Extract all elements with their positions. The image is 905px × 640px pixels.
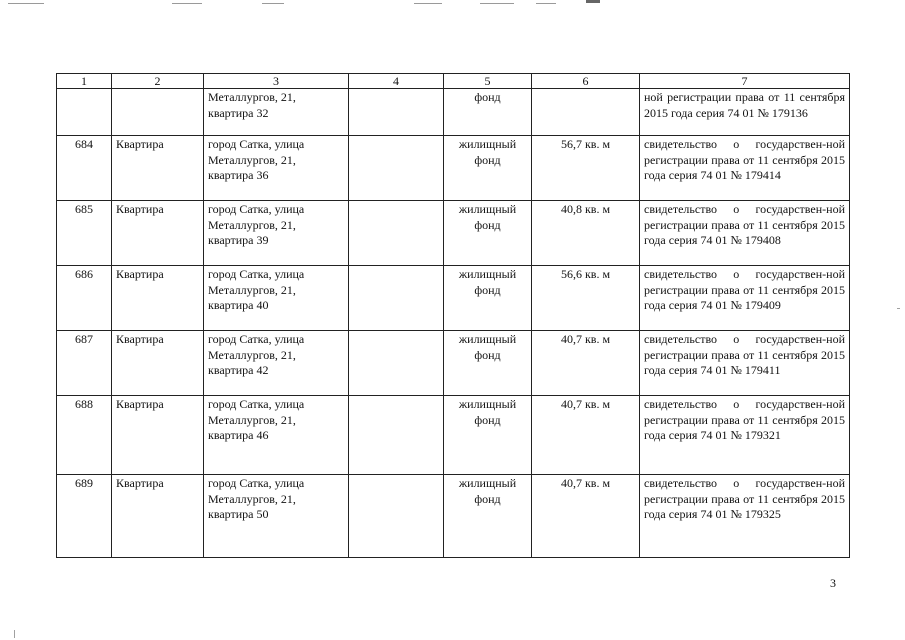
- cell-certificate: свидетельство о государствен-ной регистрации права от 11 сентября 2015 года серия 74 01 № 179411: [640, 331, 850, 396]
- cell-fund: жилищный фонд: [444, 331, 532, 396]
- column-number: 5: [444, 74, 532, 89]
- cell-area: 40,7 кв. м: [532, 396, 640, 475]
- cell-certificate: свидетельство о государствен-ной регистрации права от 11 сентября 2015 года серия 74 01 № 179321: [640, 396, 850, 475]
- cell-address: город Сатка, улица Металлургов, 21, квартира 40: [204, 266, 349, 331]
- cell-address: Металлургов, 21, квартира 32: [204, 89, 349, 136]
- continued-row: [57, 89, 850, 136]
- cell-num: 684: [57, 136, 112, 201]
- cell-num: 688: [57, 396, 112, 475]
- cell-address: город Сатка, улица Металлургов, 21, квартира 50: [204, 475, 349, 558]
- cell-certificate: свидетельство о государствен-ной регистрации права от 11 сентября 2015 года серия 74 01 № 179409: [640, 266, 850, 331]
- cell-fund: жилищный фонд: [444, 136, 532, 201]
- column-number: 2: [112, 74, 204, 89]
- cell-area: 40,7 кв. м: [532, 331, 640, 396]
- table-row: [57, 475, 850, 558]
- table-row: [57, 136, 850, 201]
- column-number: 4: [349, 74, 444, 89]
- cell-area: 40,7 кв. м: [532, 475, 640, 558]
- cell-num: [57, 89, 112, 136]
- table-row: [57, 396, 850, 475]
- cell-certificate: свидетельство о государствен-ной регистрации права от 11 сентября 2015 года серия 74 01 № 179414: [640, 136, 850, 201]
- column-number: 6: [532, 74, 640, 89]
- cell-type: Квартира: [112, 396, 204, 475]
- cell-address: город Сатка, улица Металлургов, 21, квартира 36: [204, 136, 349, 201]
- table-row: [57, 266, 850, 331]
- cell-certificate: свидетельство о государствен-ной регистрации права от 11 сентября 2015 года серия 74 01 № 179325: [640, 475, 850, 558]
- cell-col4: [349, 89, 444, 136]
- cell-address: город Сатка, улица Металлургов, 21, квартира 39: [204, 201, 349, 266]
- property-register-table: [56, 73, 850, 558]
- scan-edge-mark: [14, 630, 15, 638]
- cell-fund: жилищный фонд: [444, 396, 532, 475]
- table-row: [57, 331, 850, 396]
- scan-edge-mark: [897, 308, 900, 309]
- cell-col4: [349, 331, 444, 396]
- cell-num: 686: [57, 266, 112, 331]
- cell-address: город Сатка, улица Металлургов, 21, квартира 46: [204, 396, 349, 475]
- cell-fund: жилищный фонд: [444, 475, 532, 558]
- cell-col4: [349, 396, 444, 475]
- cell-type: Квартира: [112, 475, 204, 558]
- cell-type: Квартира: [112, 266, 204, 331]
- column-number: 7: [640, 74, 850, 89]
- cell-area: [532, 89, 640, 136]
- table-row: [57, 201, 850, 266]
- cell-num: 687: [57, 331, 112, 396]
- column-number: 3: [204, 74, 349, 89]
- cell-col4: [349, 136, 444, 201]
- scan-top-marks: [0, 0, 905, 10]
- cell-fund: фонд: [444, 89, 532, 136]
- cell-type: Квартира: [112, 136, 204, 201]
- cell-area: 56,6 кв. м: [532, 266, 640, 331]
- cell-fund: жилищный фонд: [444, 266, 532, 331]
- cell-type: [112, 89, 204, 136]
- cell-area: 56,7 кв. м: [532, 136, 640, 201]
- cell-area: 40,8 кв. м: [532, 201, 640, 266]
- cell-num: 689: [57, 475, 112, 558]
- column-number: 1: [57, 74, 112, 89]
- cell-num: 685: [57, 201, 112, 266]
- cell-col4: [349, 266, 444, 331]
- cell-certificate: свидетельство о государствен-ной регистрации права от 11 сентября 2015 года серия 74 01 № 179408: [640, 201, 850, 266]
- cell-address: город Сатка, улица Металлургов, 21, квартира 42: [204, 331, 349, 396]
- page-number: 3: [830, 576, 836, 590]
- cell-type: Квартира: [112, 201, 204, 266]
- cell-certificate: ной регистрации права от 11 сентября 2015 года серия 74 01 № 179136: [640, 89, 850, 136]
- cell-col4: [349, 201, 444, 266]
- cell-fund: жилищный фонд: [444, 201, 532, 266]
- cell-type: Квартира: [112, 331, 204, 396]
- column-number-row: [57, 74, 850, 89]
- cell-col4: [349, 475, 444, 558]
